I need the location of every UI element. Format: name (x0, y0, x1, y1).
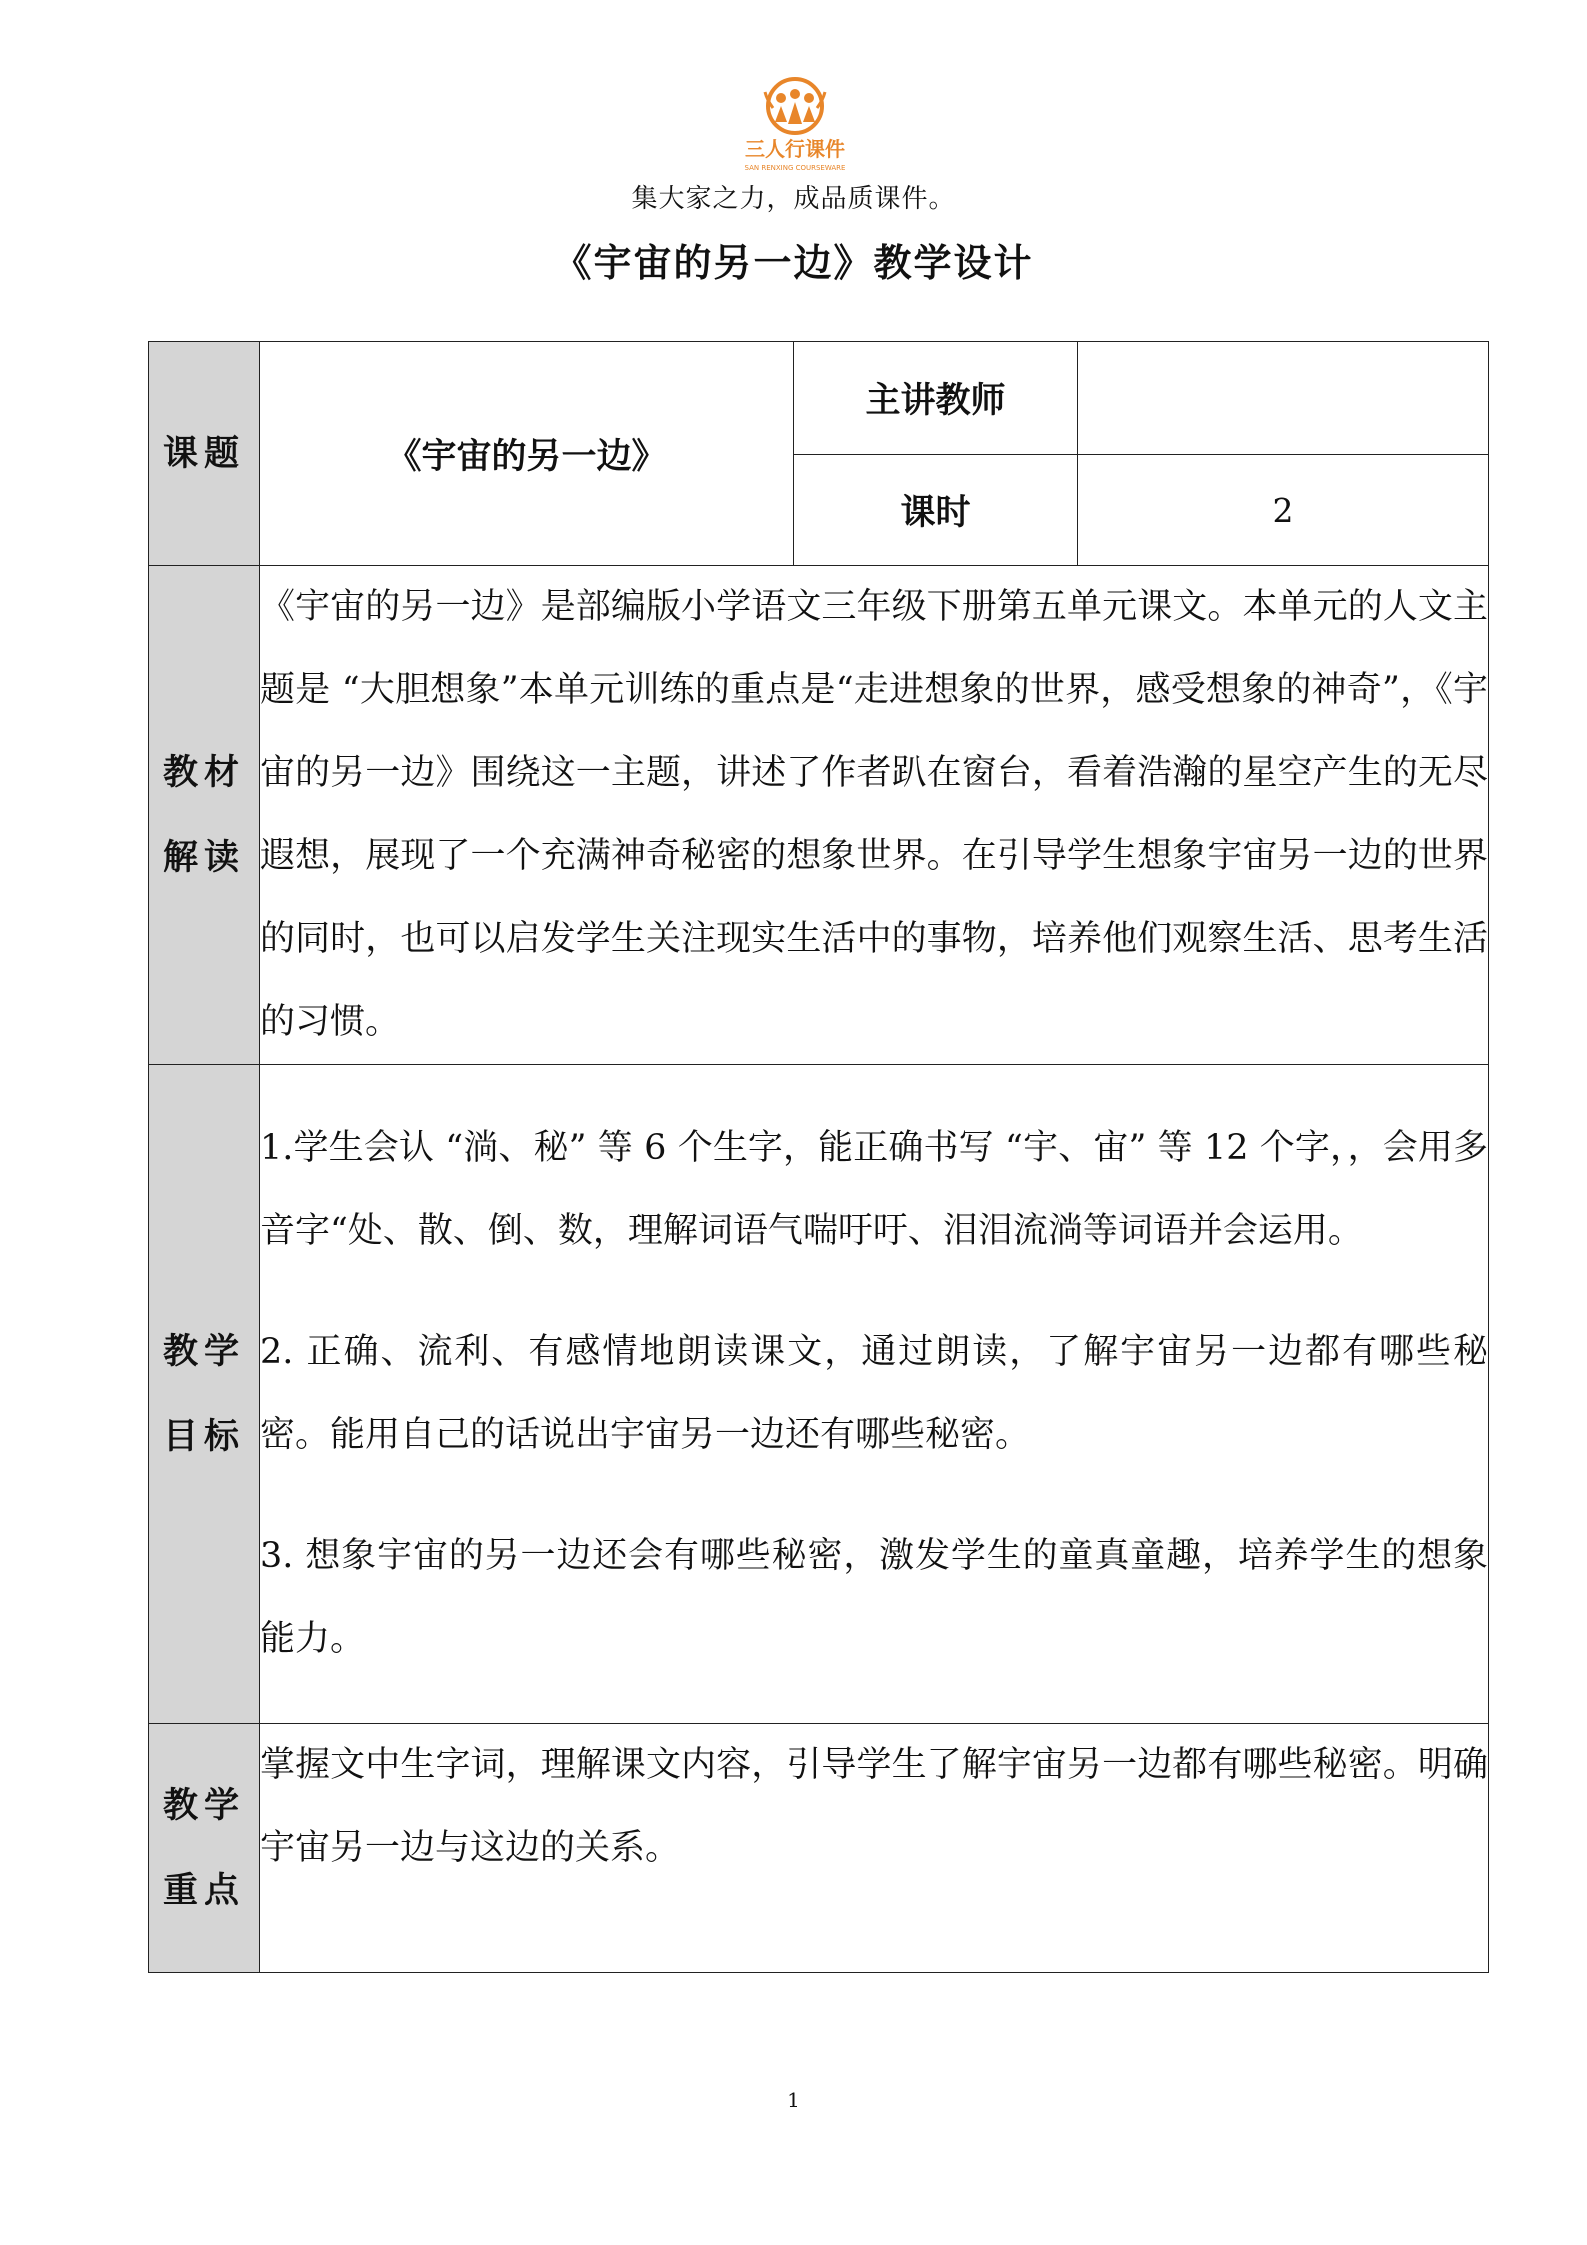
material-label-text: 教材 解读 (162, 752, 245, 878)
material-paragraph: 《宇宙的另一边》是部编版小学语文三年级下册第五单元课文。本单元的人文主题是 “大胆想象”本单元训练的重点是“走进想象的世界，感受想象的神奇”，《宇宙的另一边》围绕这一主题，讲述了作者趴在窗台，看着浩瀚的星空产生的无尽遐想，展现了一个充满神奇秘密的想象世界。在引导学生想象宇宙另一边的世界的同时，也可以启发学生关注现实生活中的事物，培养他们观察生活、思考生活的习惯。 (260, 587, 1488, 1042)
logo-text: 三人行课件 (745, 137, 845, 161)
material-label (149, 566, 260, 1065)
goals-text (260, 1065, 1489, 1724)
page-number: 1 (787, 2088, 800, 2112)
hours-value: 2 (1078, 455, 1489, 566)
goal-item-2: 2. 正确、流利、有感情地朗读课文，通过朗读，了解宇宙另一边都有哪些秘密。能用自己的话说出宇宙另一边还有哪些秘密。 (260, 1332, 1488, 1455)
focus-label-text: 教学 重点 (162, 1785, 245, 1911)
lesson-plan-table (148, 341, 1489, 1973)
focus-paragraph: 掌握文中生字词，理解课文内容，引导学生了解宇宙另一边都有哪些秘密。明确宇宙另一边与这边的关系。 (260, 1745, 1488, 1868)
focus-label (149, 1724, 260, 1973)
teacher-label: 主讲教师 (794, 342, 1078, 455)
focus-text (260, 1724, 1489, 1973)
logo-subtext: SAN RENXING COURSEWARE (744, 164, 846, 172)
goal-item-3: 3. 想象宇宙的另一边还会有哪些秘密，激发学生的童真童趣，培养学生的想象能力。 (260, 1536, 1488, 1659)
goals-label (149, 1065, 260, 1724)
goal-item-1: 1.学生会认 “淌、秘” 等 6 个生字，能正确书写 “宇、宙” 等 12 个字，，会用多音字“处、散、倒、数，理解词语气喘吁吁、泪泪流淌等词语并会运用。 (260, 1128, 1488, 1251)
topic-label: 课题 (149, 342, 260, 566)
goals-label-text: 教学 目标 (162, 1331, 245, 1457)
logo-icon (715, 72, 875, 174)
material-text (260, 566, 1489, 1065)
logo (715, 72, 875, 174)
topic-value: 《宇宙的另一边》 (260, 342, 794, 566)
tagline: 集大家之力，成品质课件。 (631, 184, 956, 214)
hours-label: 课时 (794, 455, 1078, 566)
document-title: 《宇宙的另一边》教学设计 (553, 240, 1034, 285)
teacher-value (1078, 342, 1489, 455)
